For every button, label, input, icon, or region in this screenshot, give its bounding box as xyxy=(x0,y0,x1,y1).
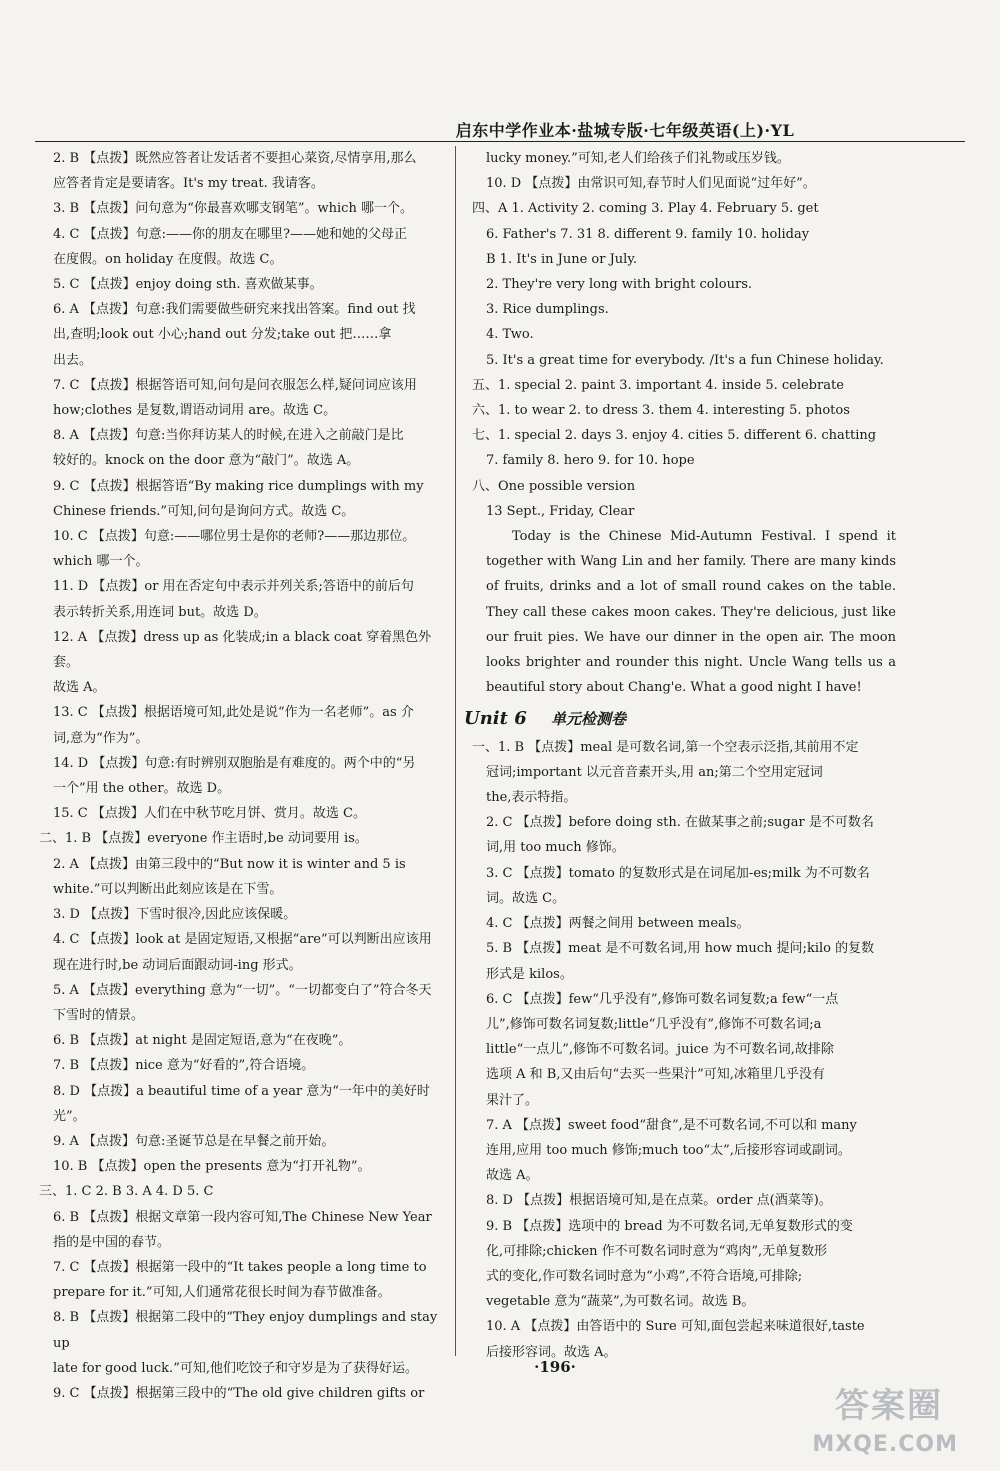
watermark-logo: 答案圈 xyxy=(835,1386,943,1426)
answer-line: 光”。 xyxy=(53,1108,86,1124)
answer-line: 表示转折关系,用连词 but。故选 D。 xyxy=(53,604,267,620)
answer-line: 八、One possible version xyxy=(472,478,636,494)
answer-line: 5. B 【点拨】meat 是不可数名词,用 how much 提问;kilo 的复数 xyxy=(486,941,875,957)
answer-line: 二、1. B 【点拨】everyone 作主语时,be 动词要用 is。 xyxy=(39,831,368,847)
answer-line: prepare for it.”可知,人们通常花很长时间为春节做准备。 xyxy=(53,1285,391,1301)
answer-line: 形式是 kilos。 xyxy=(486,966,573,982)
answer-line: 词,意为“作为”。 xyxy=(53,730,149,746)
answer-line: 五、1. special 2. paint 3. important 4. inside 5. celebrate xyxy=(472,377,844,393)
answer-line: 7. B 【点拨】nice 意为“好看的”,符合语境。 xyxy=(53,1058,315,1074)
answer-line: 7. family 8. hero 9. for 10. hope xyxy=(486,453,695,469)
answer-line: late for good luck.”可知,他们吃饺子和守岁是为了获得好运。 xyxy=(53,1360,418,1376)
answer-line: 六、1. to wear 2. to dress 3. them 4. interesting 5. photos xyxy=(472,403,850,419)
answer-line: 现在进行时,be 动词后面跟动词-ing 形式。 xyxy=(53,957,302,973)
answer-line: 12. A 【点拨】dress up as 化装成;in a black coat 穿着黑色外套。 xyxy=(53,629,432,671)
answer-line: 故选 A。 xyxy=(53,680,106,696)
left-column xyxy=(35,146,443,1406)
answer-line: 较好的。knock on the door 意为“敲门”。故选 A。 xyxy=(53,453,360,469)
answer-line: 14. D 【点拨】句意:有时辨别双胞胎是有难度的。两个中的“另 xyxy=(53,755,416,771)
answer-line: 13. C 【点拨】根据语境可知,此处是说“作为一名老师”。as 介 xyxy=(53,705,414,721)
answer-line: 后接形容词。故选 A。 xyxy=(486,1344,617,1360)
answer-line: how;clothes 是复数,谓语动词用 are。故选 C。 xyxy=(53,403,337,419)
unit-heading xyxy=(464,706,896,732)
watermark-url: MXQE.COM xyxy=(812,1432,958,1457)
answer-line: the,表示特指。 xyxy=(486,790,577,806)
answer-line: 七、1. special 2. days 3. enjoy 4. cities 5. different 6. chatting xyxy=(472,428,877,444)
answer-line: 果汁了。 xyxy=(486,1092,539,1108)
answer-line: 9. C 【点拨】根据第三段中的“The old give children gifts or xyxy=(53,1385,425,1401)
answer-line: 指的是中国的春节。 xyxy=(53,1234,171,1250)
answer-line: 3. Rice dumplings. xyxy=(486,302,609,318)
answer-line: 7. C 【点拨】根据答语可知,问句是问衣服怎么样,疑问词应该用 xyxy=(53,377,417,393)
answer-line: 7. A 【点拨】sweet food“甜食”,是不可数名词,不可以和 many xyxy=(486,1117,857,1133)
answer-line: 在度假。on holiday 在度假。故选 C。 xyxy=(53,251,283,267)
sample-essay: Today is the Chinese Mid-Autumn Festival. I spend it together with Wang Lin and her family. There are many kinds of fruits, drinks and a lot of small round cakes on the table. They call these cakes moon cakes. They're delicious, just like our fruit pies. We have our dinner in the open air. The moon looks brighter and rounder this night. Uncle Wang tells us a beautiful story about Chang'e. What a good night I have! xyxy=(486,529,896,696)
answer-line: lucky money.”可知,老人们给孩子们礼物或压岁钱。 xyxy=(486,151,790,166)
answer-line: 4. C 【点拨】两餐之间用 between meals。 xyxy=(486,916,750,932)
answer-line: 儿”,修饰可数名词复数;little“几乎没有”,修饰不可数名词;a xyxy=(486,1016,822,1032)
unit-6-answers xyxy=(468,735,896,1365)
watermark xyxy=(814,1382,964,1462)
answer-line: B 1. It's in June or July. xyxy=(486,251,638,267)
answer-line: Chinese friends.”可知,问句是询问方式。故选 C。 xyxy=(53,503,355,519)
answer-line: 6. Father's 7. 31 8. different 9. family 10. holiday xyxy=(486,226,810,242)
answer-line: 词。故选 C。 xyxy=(486,890,566,906)
answer-line: 10. C 【点拨】句意:——哪位男士是你的老师?——那边那位。 xyxy=(53,529,416,545)
answer-line: 9. B 【点拨】选项中的 bread 为不可数名词,无单复数形式的变 xyxy=(486,1218,853,1234)
unit-subtitle: 单元检测卷 xyxy=(551,710,627,729)
answer-line: 5. C 【点拨】enjoy doing sth. 喜欢做某事。 xyxy=(53,277,323,293)
answer-line: 4. C 【点拨】句意:——你的朋友在哪里?——她和她的父母正 xyxy=(53,226,407,242)
answer-line: 11. D 【点拨】or 用在否定句中表示并列关系;答语中的前后句 xyxy=(53,579,414,595)
column-divider xyxy=(455,146,456,1356)
unit-title: Unit 6 xyxy=(464,708,527,730)
answer-line: 10. A 【点拨】由答语中的 Sure 可知,面包尝起来味道很好,taste xyxy=(486,1319,865,1335)
answer-line: 15. C 【点拨】人们在中秋节吃月饼、赏月。故选 C。 xyxy=(53,806,366,822)
right-column-answers xyxy=(468,146,896,524)
answer-line: 4. C 【点拨】look at 是固定短语,又根据“are”可以判断出应该用 xyxy=(53,932,432,948)
answer-line: 应答者肯定是要请客。It's my treat. 我请客。 xyxy=(53,176,324,192)
answer-line: 三、1. C 2. B 3. A 4. D 5. C xyxy=(39,1184,214,1200)
header-rule xyxy=(35,141,965,142)
page-number: ·196· xyxy=(534,1358,576,1376)
answer-line: 7. C 【点拨】根据第一段中的“It takes people a long time to xyxy=(53,1259,427,1275)
answer-line: 13 Sept., Friday, Clear xyxy=(486,503,635,519)
answer-line: 出,查明;look out 小心;hand out 分发;take out 把……拿 xyxy=(53,327,392,343)
answer-line: 5. A 【点拨】everything 意为“一切”。“一切都变白了”符合冬天 xyxy=(53,982,432,998)
answer-line: 10. D 【点拨】由常识可知,春节时人们见面说“过年好”。 xyxy=(486,176,816,192)
answer-line: little“一点儿”,修饰不可数名词。juice 为不可数名词,故排除 xyxy=(486,1042,834,1058)
answer-line: 一个”用 the other。故选 D。 xyxy=(53,781,231,797)
answer-line: 8. D 【点拨】a beautiful time of a year 意为“一年中的美好时 xyxy=(53,1083,430,1099)
answer-line: 四、A 1. Activity 2. coming 3. Play 4. February 5. get xyxy=(472,201,819,217)
answer-line: 8. B 【点拨】根据第二段中的“They enjoy dumplings and stay up xyxy=(53,1310,438,1351)
answer-line: 10. B 【点拨】open the presents 意为“打开礼物”。 xyxy=(53,1159,371,1175)
answer-line: 出去。 xyxy=(53,352,93,368)
answer-line: 式的变化,作可数名词时意为“小鸡”,不符合语境,可排除; xyxy=(486,1268,803,1284)
answer-line: 5. It's a great time for everybody. /It's a fun Chinese holiday. xyxy=(486,352,884,368)
answer-line: 2. They're very long with bright colours. xyxy=(486,277,753,293)
answer-line: 2. A 【点拨】由第三段中的“But now it is winter and 5 is xyxy=(53,856,406,872)
answer-line: 下雪时的情景。 xyxy=(53,1007,145,1023)
answer-line: 6. C 【点拨】few“几乎没有”,修饰可数名词复数;a few“一点 xyxy=(486,991,839,1007)
answer-line: 化,可排除;chicken 作不可数名词时意为“鸡肉”,无单复数形 xyxy=(486,1243,828,1259)
answer-line: 3. C 【点拨】tomato 的复数形式是在词尾加-es;milk 为不可数名 xyxy=(486,865,870,881)
answer-line: vegetable 意为“蔬菜”,为可数名词。故选 B。 xyxy=(486,1294,755,1310)
answer-line: 3. D 【点拨】下雪时很冷,因此应该保暖。 xyxy=(53,907,297,923)
answer-line: 6. B 【点拨】根据文章第一段内容可知,The Chinese New Year xyxy=(53,1209,432,1225)
answer-line: white.”可以判断出此刻应该是在下雪。 xyxy=(53,881,283,897)
answer-line: which 哪一个。 xyxy=(53,554,149,570)
answer-line: 6. B 【点拨】at night 是固定短语,意为“在夜晚”。 xyxy=(53,1033,352,1049)
answer-line: 9. A 【点拨】句意:圣诞节总是在早餐之前开始。 xyxy=(53,1133,335,1149)
right-column xyxy=(464,146,896,1365)
answer-line: 词,用 too much 修饰。 xyxy=(486,840,625,856)
running-header: 启东中学作业本·盐城专版·七年级英语(上)·YL xyxy=(455,121,795,140)
answer-line: 8. D 【点拨】根据语境可知,是在点菜。order 点(酒菜等)。 xyxy=(486,1193,832,1209)
answer-line: 4. Two. xyxy=(486,327,534,343)
answer-line: 8. A 【点拨】句意:当你拜访某人的时候,在进入之前敲门是比 xyxy=(53,428,404,444)
answer-line: 连用,应用 too much 修饰;much too“太”,后接形容词或副词。 xyxy=(486,1142,851,1158)
answer-line: 一、1. B 【点拨】meal 是可数名词,第一个空表示泛指,其前用不定 xyxy=(472,739,859,755)
answer-line: 6. A 【点拨】句意:我们需要做些研究来找出答案。find out 找 xyxy=(53,302,416,318)
answer-line: 9. C 【点拨】根据答语“By making rice dumplings with my xyxy=(53,478,424,494)
answer-line: 3. B 【点拨】问句意为“你最喜欢哪支钢笔”。which 哪一个。 xyxy=(53,201,413,217)
answer-line: 故选 A。 xyxy=(486,1168,539,1184)
answer-line: 2. B 【点拨】既然应答者让发话者不要担心菜资,尽情享用,那么 xyxy=(53,151,417,166)
answer-line: 2. C 【点拨】before doing sth. 在做某事之前;sugar 是不可数名 xyxy=(486,815,874,831)
answer-line: 选项 A 和 B,又由后句“去买一些果汁”可知,冰箱里几乎没有 xyxy=(486,1067,825,1083)
answer-line: 冠词;important 以元音音素开头,用 an;第二个空用定冠词 xyxy=(486,764,823,780)
